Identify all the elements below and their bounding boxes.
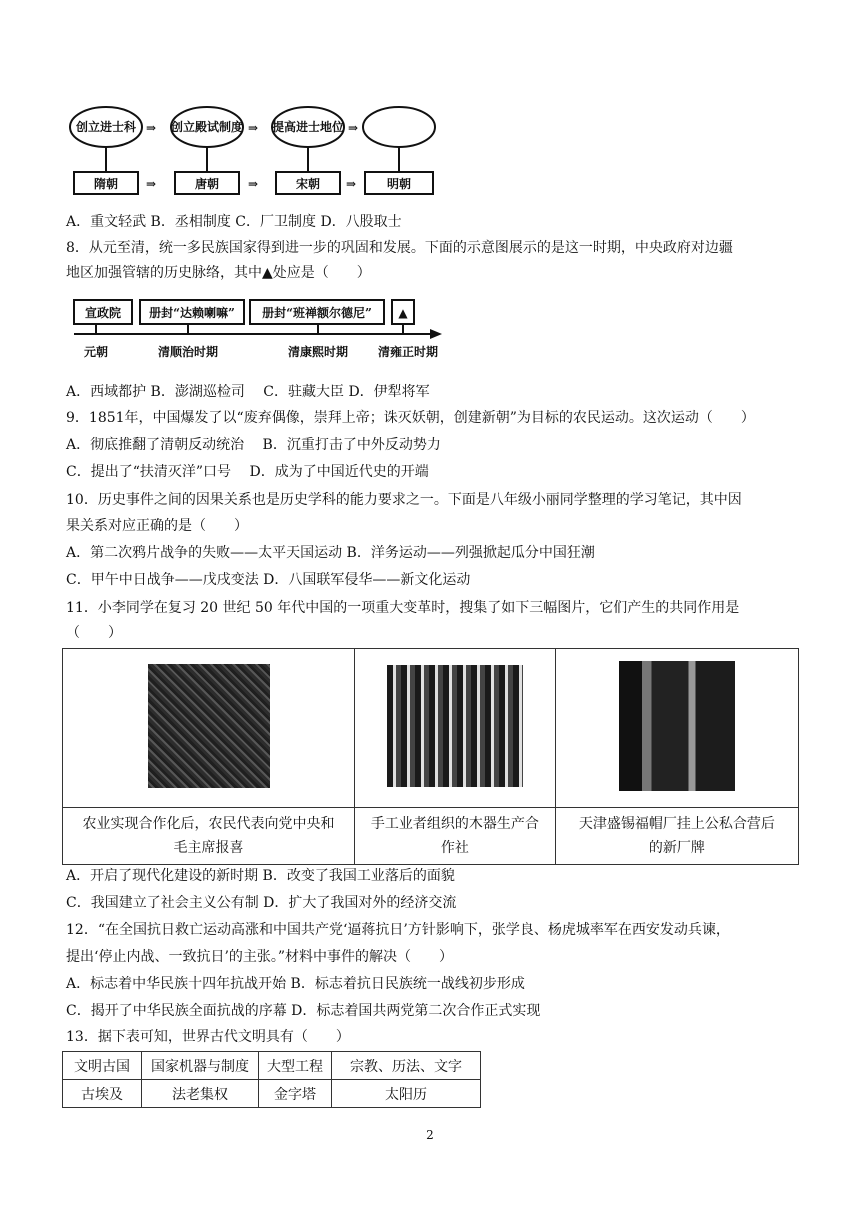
svg-text:⇒: ⇒: [348, 121, 359, 135]
q11-options-2: C．我国建立了社会主义公有制 D．扩大了我国对外的经济交流: [66, 895, 457, 911]
q8-box-2: 册封“达赖喇嘛”: [149, 306, 235, 320]
q10-stem-line1: 10．历史事件之间的因果关系也是历史学科的能力要求之一。下面是八年级小丽同学整理的学习笔记，其中因: [66, 492, 742, 508]
q9-options-2: C．提出了“扶清灭洋”口号 D．成为了中国近代史的开端: [66, 464, 429, 480]
q7-flow-diagram: [62, 100, 442, 200]
q7-dynasty-1: 隋朝: [93, 177, 119, 191]
q8-period-3: 清康熙时期: [287, 345, 349, 359]
q10-stem-line2: 果关系对应正确的是（ ）: [66, 518, 248, 534]
q12-options-2: C．揭开了中华民族全面抗战的序幕 D．标志着国共两党第二次合作正式实现: [66, 1003, 541, 1019]
q11-image-table: [62, 648, 799, 865]
q8-period-2: 清顺治时期: [157, 345, 219, 359]
svg-text:⇒: ⇒: [146, 177, 157, 191]
q8-box-1: 宣政院: [84, 306, 122, 320]
q8-period-4: 清雍正时期: [377, 345, 439, 359]
q13-header-2: 国家机器与制度: [142, 1052, 259, 1080]
q13-cell-4: 太阳历: [332, 1080, 481, 1108]
q8-timeline-diagram: [70, 296, 450, 366]
q13-cell-3: 金字塔: [259, 1080, 332, 1108]
q9-options-1: A．彻底推翻了清朝反动统治 B．沉重打击了中外反动势力: [66, 437, 441, 453]
q8-stem-line2: 地区加强管辖的历史脉络，其中▲处应是（ ）: [66, 265, 371, 281]
q13-header-4: 宗教、历法、文字: [332, 1052, 481, 1080]
q8-stem-line1: 8．从元至清，统一多民族国家得到进一步的巩固和发展。下面的示意图展示的是这一时期，中央政府对边疆: [66, 240, 733, 256]
q8-box-4: ▲: [398, 306, 408, 320]
page-number: 2: [426, 1128, 434, 1142]
q11-stem-line2: （ ）: [66, 625, 122, 641]
q11-image-cell-1: [63, 649, 355, 808]
q10-options-2: C．甲午中日战争——戊戌变法 D．八国联军侵华——新文化运动: [66, 572, 471, 588]
q12-stem-line1: 12．“在全国抗日救亡运动高涨和中国共产党‘逼蒋抗日’方针影响下，张学良、杨虎城率军在西安发动兵谏，: [66, 922, 730, 938]
q7-dynasty-2: 唐朝: [194, 177, 220, 191]
q11-caption-1: 农业实现合作化后，农民代表向党中央和 毛主席报喜: [63, 808, 355, 865]
q13-header-3: 大型工程: [259, 1052, 332, 1080]
q8-box-3: 册封“班禅额尔德尼”: [262, 306, 372, 320]
svg-text:⇒: ⇒: [248, 177, 259, 191]
q8-period-1: 元朝: [83, 345, 109, 359]
q11-photo-factory-sign: [619, 661, 735, 791]
q7-top-node-3: 提高进士地位: [271, 120, 345, 134]
q7-dynasty-3: 宋朝: [295, 177, 321, 191]
q8-options: A．西域都护 B．澎湖巡检司 C．驻藏大臣 D．伊犁将军: [66, 384, 430, 400]
q10-options-1: A．第二次鸦片战争的失败——太平天国运动 B．洋务运动——列强掀起瓜分中国狂潮: [66, 545, 595, 561]
q11-caption-2: 手工业者组织的木器生产合 作社: [355, 808, 556, 865]
q13-cell-2: 法老集权: [142, 1080, 259, 1108]
q7-dynasty-4: 明朝: [386, 177, 412, 191]
svg-text:⇒: ⇒: [346, 177, 357, 191]
q13-header-1: 文明古国: [63, 1052, 142, 1080]
q7-top-node-1: 创立进士科: [75, 120, 137, 134]
q11-photo-farmers: [148, 664, 270, 788]
q7-top-node-2: 创立殿试制度: [170, 120, 244, 134]
q7-options: A．重文轻武 B．丞相制度 C．厂卫制度 D．八股取士: [66, 214, 402, 230]
svg-text:⇒: ⇒: [146, 121, 157, 135]
q13-cell-1: 古埃及: [63, 1080, 142, 1108]
q11-caption-3: 天津盛锡福帽厂挂上公私合营后 的新厂牌: [555, 808, 798, 865]
q13-civilization-table: [62, 1051, 481, 1108]
q11-image-cell-2: [355, 649, 556, 808]
q11-stem-line1: 11．小李同学在复习 20 世纪 50 年代中国的一项重大变革时，搜集了如下三幅图片，它们产生的共同作用是: [66, 600, 740, 616]
q12-stem-line2: 提出‘停止内战、一致抗日’的主张。”材料中事件的解决（ ）: [66, 949, 454, 965]
q11-image-cell-3: [555, 649, 798, 808]
q9-stem: 9．1851年，中国爆发了以“废弃偶像，崇拜上帝；诛灭妖朝，创建新朝”为目标的农民运动。这次运动（ ）: [66, 410, 755, 426]
q12-options-1: A．标志着中华民族十四年抗战开始 B．标志着抗日民族统一战线初步形成: [66, 976, 525, 992]
q11-options-1: A．开启了现代化建设的新时期 B．改变了我国工业落后的面貌: [66, 868, 455, 884]
svg-text:⇒: ⇒: [248, 121, 259, 135]
q11-photo-workshop: [387, 665, 523, 787]
q13-stem: 13．据下表可知，世界古代文明具有（ ）: [66, 1029, 350, 1045]
